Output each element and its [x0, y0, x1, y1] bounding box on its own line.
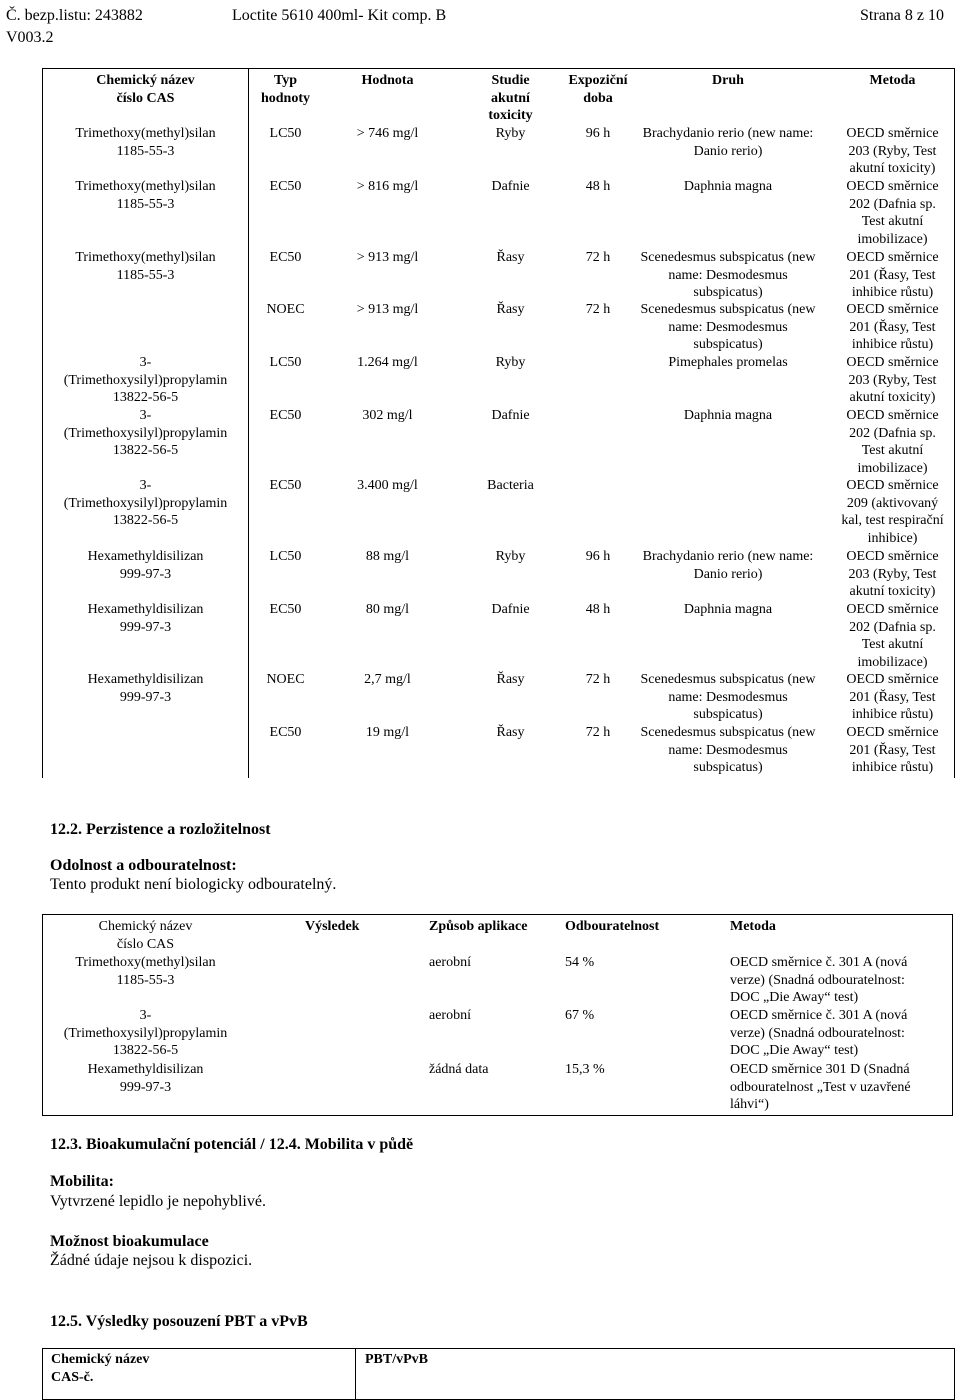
studie-cell: Ryby	[495, 126, 526, 141]
bioakumulace-title: Možnost bioakumulace	[50, 1233, 209, 1250]
studie-cell: Dafnie	[491, 179, 530, 194]
doba-cell: 72 h	[585, 302, 611, 317]
pbt-table	[42, 1348, 955, 1400]
degradation-table	[42, 914, 953, 1116]
sds-version: V003.2	[6, 29, 54, 46]
zpusob-cell: žádná data	[429, 1062, 489, 1077]
metoda-cell: OECD směrnice 203 (Ryby, Test akutní toxicity)	[846, 549, 939, 600]
substance-cell: Trimethoxy(methyl)silan 1185-55-3	[75, 126, 216, 159]
druh-cell: Brachydanio rerio (new name: Danio rerio)	[642, 549, 814, 582]
header-druh: Druh	[712, 73, 744, 88]
deg-header-zpusob: Způsob aplikace	[429, 919, 528, 934]
header-expozicni-doba: Expoziční doba	[568, 73, 628, 106]
pbt-header-pbt: PBT/vPvB	[365, 1352, 429, 1367]
metoda-cell: OECD směrnice 202 (Dafnia sp. Test akutní imobilizace)	[846, 602, 939, 670]
section-12-5-title: 12.5. Výsledky posouzení PBT a vPvB	[50, 1313, 308, 1330]
metoda-cell: OECD směrnice 202 (Dafnia sp. Test akutní imobilizace)	[846, 179, 939, 247]
substance-cell: Hexamethyldisilizan 999-97-3	[87, 549, 204, 582]
header-studie: Studie akutní toxicity	[488, 73, 533, 124]
metoda-cell: OECD směrnice 201 (Řasy, Test inhibice růstu)	[846, 302, 939, 353]
typ-cell: EC50	[269, 478, 302, 493]
section-12-2-title: 12.2. Perzistence a rozložitelnost	[50, 821, 271, 838]
typ-cell: NOEC	[266, 672, 305, 687]
doba-cell: 96 h	[585, 126, 611, 141]
header-chem-name: Chemický název číslo CAS	[96, 73, 195, 106]
toxicity-table	[42, 68, 955, 778]
substance-cell: 3- (Trimethoxysilyl)propylamin 13822-56-5	[63, 478, 228, 529]
substance-cell: Hexamethyldisilizan 999-97-3	[87, 602, 204, 635]
header-metoda: Metoda	[869, 73, 916, 88]
doba-cell: 48 h	[585, 179, 611, 194]
typ-cell: EC50	[269, 602, 302, 617]
deg-header-odbouratelnost: Odbouratelnost	[565, 919, 660, 934]
odbouratelnost-cell: 15,3 %	[565, 1062, 605, 1077]
deg-header-metoda: Metoda	[730, 919, 776, 934]
deg-substance-cell: Hexamethyldisilizan 999-97-3	[87, 1062, 204, 1095]
substance-cell: 3- (Trimethoxysilyl)propylamin 13822-56-5	[63, 355, 228, 406]
deg-metoda-cell: OECD směrnice 301 D (Snadná odbouratelnost „Test v uzavřené láhvi“)	[730, 1062, 911, 1113]
metoda-cell: OECD směrnice 203 (Ryby, Test akutní toxicity)	[846, 355, 939, 406]
hodnota-cell: 302 mg/l	[362, 408, 413, 423]
studie-cell: Ryby	[495, 355, 526, 370]
hodnota-cell: 88 mg/l	[365, 549, 410, 564]
studie-cell: Bacteria	[487, 478, 534, 493]
deg-header-chem: Chemický název číslo CAS	[98, 919, 193, 952]
odolnost-text: Tento produkt není biologicky odbouratelný.	[50, 876, 337, 893]
metoda-cell: OECD směrnice 202 (Dafnia sp. Test akutní imobilizace)	[846, 408, 939, 476]
hodnota-cell: 80 mg/l	[365, 602, 410, 617]
deg-header-vysledek: Výsledek	[305, 919, 360, 934]
header-hodnota: Hodnota	[361, 73, 414, 88]
odolnost-title: Odolnost a odbouratelnost:	[50, 857, 237, 874]
studie-cell: Řasy	[496, 302, 525, 317]
substance-cell: 3- (Trimethoxysilyl)propylamin 13822-56-5	[63, 408, 228, 459]
studie-cell: Řasy	[496, 725, 525, 740]
hodnota-cell: > 913 mg/l	[356, 302, 419, 317]
substance-cell: Hexamethyldisilizan 999-97-3	[87, 672, 204, 705]
doba-cell: 96 h	[585, 549, 611, 564]
odbouratelnost-cell: 54 %	[565, 955, 595, 970]
studie-cell: Řasy	[496, 250, 525, 265]
odbouratelnost-cell: 67 %	[565, 1008, 595, 1023]
studie-cell: Dafnie	[491, 602, 530, 617]
substance-cell: Trimethoxy(methyl)silan 1185-55-3	[75, 250, 216, 283]
druh-cell: Brachydanio rerio (new name: Danio rerio)	[642, 126, 814, 159]
metoda-cell: OECD směrnice 201 (Řasy, Test inhibice růstu)	[846, 725, 939, 776]
metoda-cell: OECD směrnice 201 (Řasy, Test inhibice růstu)	[846, 250, 939, 301]
typ-cell: EC50	[269, 179, 302, 194]
metoda-cell: OECD směrnice 201 (Řasy, Test inhibice růstu)	[846, 672, 939, 723]
druh-cell: Daphnia magna	[683, 408, 773, 423]
pbt-header-chem: Chemický název CAS-č.	[51, 1352, 150, 1385]
hodnota-cell: 19 mg/l	[365, 725, 410, 740]
druh-cell: Scenedesmus subspicatus (new name: Desmodesmus subspicatus)	[640, 672, 816, 723]
studie-cell: Řasy	[496, 672, 525, 687]
doba-cell: 48 h	[585, 602, 611, 617]
typ-cell: EC50	[269, 408, 302, 423]
column-divider	[355, 1349, 356, 1399]
page-number: Strana 8 z 10	[860, 7, 944, 24]
druh-cell: Daphnia magna	[683, 602, 773, 617]
druh-cell: Scenedesmus subspicatus (new name: Desmodesmus subspicatus)	[640, 250, 816, 301]
hodnota-cell: 3.400 mg/l	[357, 478, 418, 493]
mobilita-title: Mobilita:	[50, 1173, 114, 1190]
hodnota-cell: > 746 mg/l	[356, 126, 419, 141]
metoda-cell: OECD směrnice 203 (Ryby, Test akutní toxicity)	[846, 126, 939, 177]
druh-cell: Daphnia magna	[683, 179, 773, 194]
studie-cell: Dafnie	[491, 408, 530, 423]
typ-cell: LC50	[269, 355, 302, 370]
doba-cell: 72 h	[585, 725, 611, 740]
deg-metoda-cell: OECD směrnice č. 301 A (nová verze) (Snadná odbouratelnost: DOC „Die Away“ test)	[730, 955, 908, 1006]
sds-number: Č. bezp.listu: 243882	[6, 7, 143, 24]
druh-cell: Scenedesmus subspicatus (new name: Desmodesmus subspicatus)	[640, 725, 816, 776]
typ-cell: NOEC	[266, 302, 305, 317]
deg-substance-cell: 3- (Trimethoxysilyl)propylamin 13822-56-5	[63, 1008, 228, 1059]
hodnota-cell: > 816 mg/l	[356, 179, 419, 194]
hodnota-cell: 1.264 mg/l	[357, 355, 418, 370]
doba-cell: 72 h	[585, 250, 611, 265]
section-12-3-title: 12.3. Bioakumulační potenciál / 12.4. Mobilita v půdě	[50, 1136, 414, 1153]
hodnota-cell: 2,7 mg/l	[364, 672, 411, 687]
druh-cell: Scenedesmus subspicatus (new name: Desmodesmus subspicatus)	[640, 302, 816, 353]
studie-cell: Ryby	[495, 549, 526, 564]
header-typ: Typ hodnoty	[260, 73, 311, 106]
zpusob-cell: aerobní	[429, 955, 471, 970]
product-name: Loctite 5610 400ml- Kit comp. B	[232, 7, 447, 24]
hodnota-cell: > 913 mg/l	[356, 250, 419, 265]
mobilita-text: Vytvrzené lepidlo je nepohyblivé.	[50, 1193, 266, 1210]
metoda-cell: OECD směrnice 209 (aktivovaný kal, test respirační inhibice)	[841, 478, 944, 546]
bioakumulace-text: Žádné údaje nejsou k dispozici.	[50, 1252, 253, 1269]
typ-cell: LC50	[269, 549, 302, 564]
deg-metoda-cell: OECD směrnice č. 301 A (nová verze) (Snadná odbouratelnost: DOC „Die Away“ test)	[730, 1008, 908, 1059]
typ-cell: EC50	[269, 725, 302, 740]
zpusob-cell: aerobní	[429, 1008, 471, 1023]
doba-cell: 72 h	[585, 672, 611, 687]
deg-substance-cell: Trimethoxy(methyl)silan 1185-55-3	[75, 955, 216, 988]
substance-cell: Trimethoxy(methyl)silan 1185-55-3	[75, 179, 216, 212]
typ-cell: LC50	[269, 126, 302, 141]
typ-cell: EC50	[269, 250, 302, 265]
druh-cell: Pimephales promelas	[668, 355, 788, 370]
